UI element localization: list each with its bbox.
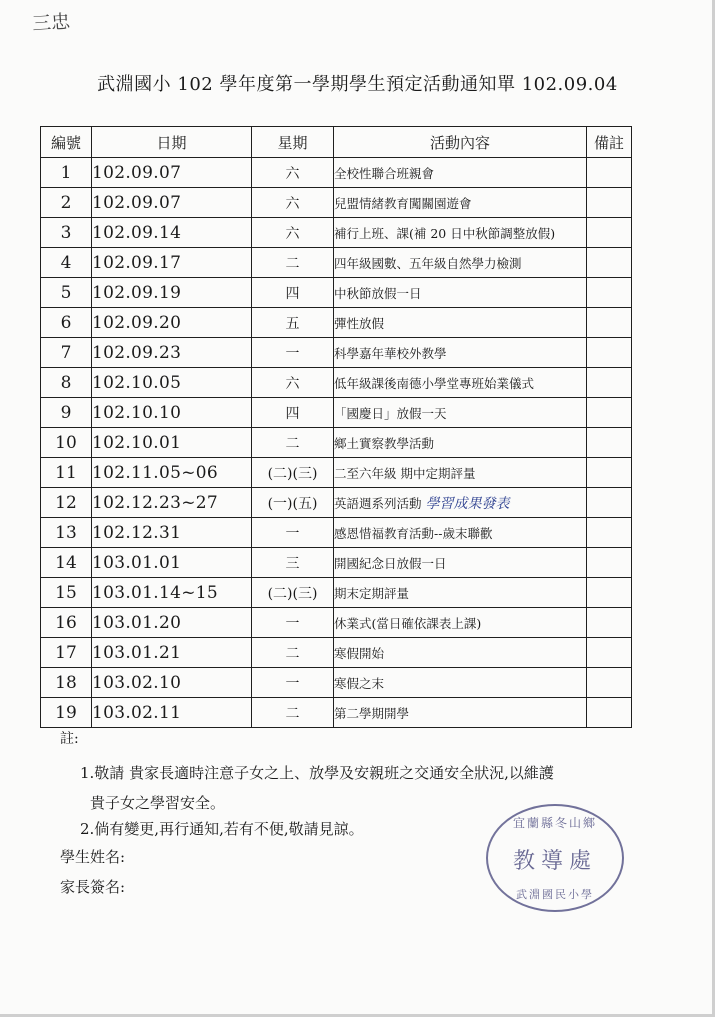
row-remark bbox=[587, 428, 632, 458]
row-activity-text: 感恩惜福教育活動--歲末聯歡 bbox=[334, 525, 493, 541]
row-weekday bbox=[252, 458, 334, 488]
row-activity-text: 第二學期開學 bbox=[334, 705, 410, 721]
row-activity-text: 休業式(當日確依課表上課) bbox=[334, 615, 482, 631]
row-date-text: 103.02.11 bbox=[92, 702, 182, 723]
row-number-text: 5 bbox=[60, 282, 72, 303]
row-date-text: 102.09.07 bbox=[92, 192, 182, 213]
row-weekday-text: 一 bbox=[285, 525, 300, 542]
row-activity-text: 英語週系列活動 bbox=[334, 495, 422, 511]
row-activity-text: 鄉土實察教學活動 bbox=[334, 435, 435, 451]
row-number bbox=[41, 668, 92, 698]
row-activity-text: 四年級國數、五年級自然學力檢測 bbox=[334, 255, 522, 271]
row-date-text: 102.12.31 bbox=[92, 522, 182, 543]
row-remark bbox=[587, 218, 632, 248]
row-number-text: 9 bbox=[60, 402, 72, 423]
row-activity bbox=[334, 218, 587, 248]
row-date-text: 102.10.01 bbox=[92, 432, 182, 453]
row-weekday bbox=[252, 278, 334, 308]
row-remark bbox=[587, 608, 632, 638]
table-row bbox=[41, 248, 632, 278]
row-weekday-text: 六 bbox=[285, 375, 300, 392]
table-header-row bbox=[41, 127, 632, 158]
row-number bbox=[41, 398, 92, 428]
row-number-text: 10 bbox=[55, 432, 77, 453]
row-weekday bbox=[252, 638, 334, 668]
row-weekday-text: 六 bbox=[285, 195, 300, 212]
row-weekday-text: 一 bbox=[285, 675, 300, 692]
row-remark bbox=[587, 698, 632, 728]
table-row bbox=[41, 188, 632, 218]
school-office-stamp bbox=[486, 804, 624, 912]
note-1-line-2: 貴子女之學習安全。 bbox=[90, 794, 226, 812]
row-activity-text: 「國慶日」放假一天 bbox=[334, 405, 447, 421]
row-remark bbox=[587, 518, 632, 548]
row-date bbox=[92, 638, 252, 668]
row-activity bbox=[334, 248, 587, 278]
row-remark bbox=[587, 398, 632, 428]
row-weekday-text: 一 bbox=[285, 345, 300, 362]
row-activity-text: 全校性聯合班親會 bbox=[334, 165, 435, 181]
row-number bbox=[41, 368, 92, 398]
row-weekday-text: 二 bbox=[285, 645, 300, 662]
row-number-text: 7 bbox=[60, 342, 72, 363]
header-date: 日期 bbox=[92, 127, 252, 158]
stamp-bottom-text: 武淵國民小學 bbox=[516, 888, 594, 901]
row-number-text: 13 bbox=[55, 522, 77, 543]
header-number: 編號 bbox=[41, 127, 92, 158]
row-remark bbox=[587, 458, 632, 488]
row-weekday bbox=[252, 548, 334, 578]
row-date-text: 102.10.10 bbox=[92, 402, 182, 423]
row-remark bbox=[587, 668, 632, 698]
table-row bbox=[41, 578, 632, 608]
row-date-text: 102.10.05 bbox=[92, 372, 182, 393]
row-date-text: 103.01.20 bbox=[92, 612, 182, 633]
row-weekday-text: 四 bbox=[285, 285, 300, 302]
table-row bbox=[41, 278, 632, 308]
row-date-text: 103.01.14~15 bbox=[92, 582, 218, 603]
row-date bbox=[92, 188, 252, 218]
row-activity-text: 科學嘉年華校外教學 bbox=[334, 345, 447, 361]
row-date bbox=[92, 248, 252, 278]
row-date-text: 102.09.19 bbox=[92, 282, 182, 303]
table-body bbox=[41, 158, 632, 728]
row-date-text: 102.09.07 bbox=[92, 162, 182, 183]
row-activity bbox=[334, 338, 587, 368]
row-weekday bbox=[252, 698, 334, 728]
row-activity-text: 寒假開始 bbox=[334, 645, 385, 661]
row-date bbox=[92, 608, 252, 638]
row-date bbox=[92, 668, 252, 698]
row-weekday bbox=[252, 248, 334, 278]
notes-label: 註: bbox=[60, 731, 79, 747]
row-number bbox=[41, 518, 92, 548]
row-weekday-text: 五 bbox=[285, 315, 300, 332]
row-activity bbox=[334, 308, 587, 338]
row-remark bbox=[587, 278, 632, 308]
row-date bbox=[92, 158, 252, 188]
row-weekday bbox=[252, 578, 334, 608]
table-row bbox=[41, 218, 632, 248]
row-date bbox=[92, 518, 252, 548]
row-number-text: 14 bbox=[55, 552, 77, 573]
row-number bbox=[41, 428, 92, 458]
row-number-text: 16 bbox=[55, 612, 77, 633]
row-date-text: 103.02.10 bbox=[92, 672, 182, 693]
table-row bbox=[41, 458, 632, 488]
row-remark bbox=[587, 488, 632, 518]
row-activity bbox=[334, 668, 587, 698]
row-date-text: 102.09.17 bbox=[92, 252, 182, 273]
row-date-text: 102.09.14 bbox=[92, 222, 182, 243]
row-number bbox=[41, 578, 92, 608]
row-activity-text: 補行上班、課(補 20 日中秋節調整放假) bbox=[334, 225, 556, 241]
table-row bbox=[41, 608, 632, 638]
row-activity bbox=[334, 518, 587, 548]
handwritten-class-note: 三忠 bbox=[31, 10, 71, 36]
row-remark bbox=[587, 578, 632, 608]
row-activity bbox=[334, 428, 587, 458]
row-weekday bbox=[252, 398, 334, 428]
row-number bbox=[41, 638, 92, 668]
row-remark bbox=[587, 158, 632, 188]
row-date bbox=[92, 338, 252, 368]
row-date bbox=[92, 368, 252, 398]
document-title: 武淵國小 102 學年度第一學期學生預定活動通知單 102.09.04 bbox=[97, 74, 618, 95]
stamp-middle-text: 教導處 bbox=[512, 849, 597, 874]
row-activity bbox=[334, 608, 587, 638]
row-weekday bbox=[252, 308, 334, 338]
row-remark bbox=[587, 338, 632, 368]
table-row bbox=[41, 308, 632, 338]
activity-schedule-table bbox=[40, 126, 632, 728]
row-date bbox=[92, 578, 252, 608]
row-weekday bbox=[252, 368, 334, 398]
row-activity-text: 寒假之末 bbox=[334, 675, 385, 691]
row-number bbox=[41, 698, 92, 728]
student-name-label: 學生姓名: bbox=[60, 848, 126, 866]
table-row bbox=[41, 488, 632, 518]
table-row bbox=[41, 518, 632, 548]
table-row bbox=[41, 398, 632, 428]
row-number-text: 8 bbox=[60, 372, 72, 393]
row-remark bbox=[587, 308, 632, 338]
row-number bbox=[41, 278, 92, 308]
row-date bbox=[92, 548, 252, 578]
row-date-text: 102.11.05~06 bbox=[92, 462, 218, 483]
table-row bbox=[41, 368, 632, 398]
row-activity bbox=[334, 458, 587, 488]
row-weekday-text: 一 bbox=[285, 615, 300, 632]
row-number bbox=[41, 158, 92, 188]
table-row bbox=[41, 698, 632, 728]
row-number-text: 18 bbox=[55, 672, 77, 693]
row-number-text: 11 bbox=[55, 462, 77, 483]
row-weekday-text: 六 bbox=[285, 225, 300, 242]
row-activity-text: 期末定期評量 bbox=[334, 585, 410, 601]
row-weekday-text: 三 bbox=[285, 555, 300, 572]
row-weekday bbox=[252, 668, 334, 698]
row-weekday-text: 二 bbox=[285, 705, 300, 722]
row-number bbox=[41, 188, 92, 218]
row-weekday-text: 二 bbox=[285, 435, 300, 452]
row-number bbox=[41, 308, 92, 338]
row-remark bbox=[587, 368, 632, 398]
row-date-text: 103.01.01 bbox=[92, 552, 182, 573]
row-date bbox=[92, 428, 252, 458]
row-date bbox=[92, 488, 252, 518]
row-number-text: 4 bbox=[60, 252, 72, 273]
row-weekday bbox=[252, 488, 334, 518]
row-date-text: 102.09.23 bbox=[92, 342, 182, 363]
row-weekday bbox=[252, 608, 334, 638]
row-number bbox=[41, 218, 92, 248]
row-remark bbox=[587, 548, 632, 578]
row-activity-text: 二至六年級 期中定期評量 bbox=[334, 465, 476, 481]
row-number-text: 19 bbox=[55, 702, 77, 723]
row-activity-text: 中秋節放假一日 bbox=[334, 285, 422, 301]
table-row bbox=[41, 338, 632, 368]
table-row bbox=[41, 668, 632, 698]
row-activity bbox=[334, 188, 587, 218]
handwritten-annotation: 學習成果發表 bbox=[425, 495, 510, 512]
note-2: 2.倘有變更,再行通知,若有不便,敬請見諒。 bbox=[80, 820, 364, 838]
row-date-text: 102.09.20 bbox=[92, 312, 182, 333]
table-row bbox=[41, 158, 632, 188]
note-1-line-1: 1.敬請 貴家長適時注意子女之上、放學及安親班之交通安全狀況,以維護 bbox=[80, 764, 554, 782]
stamp-top-text: 宜蘭縣冬山鄉 bbox=[512, 816, 597, 830]
row-activity bbox=[334, 578, 587, 608]
row-number bbox=[41, 248, 92, 278]
row-activity bbox=[334, 488, 587, 518]
parent-signature-label: 家長簽名: bbox=[60, 878, 126, 896]
table-row bbox=[41, 428, 632, 458]
table-row bbox=[41, 548, 632, 578]
row-activity bbox=[334, 368, 587, 398]
row-activity bbox=[334, 158, 587, 188]
row-number bbox=[41, 458, 92, 488]
header-weekday: 星期 bbox=[252, 127, 334, 158]
row-weekday-text: 六 bbox=[285, 165, 300, 182]
row-weekday bbox=[252, 218, 334, 248]
row-date bbox=[92, 698, 252, 728]
row-weekday bbox=[252, 338, 334, 368]
row-number-text: 15 bbox=[55, 582, 77, 603]
row-number-text: 17 bbox=[55, 642, 77, 663]
row-number bbox=[41, 338, 92, 368]
row-date bbox=[92, 458, 252, 488]
row-number-text: 2 bbox=[60, 192, 72, 213]
row-number bbox=[41, 608, 92, 638]
row-remark bbox=[587, 188, 632, 218]
row-activity-text: 開國紀念日放假一日 bbox=[334, 555, 447, 571]
row-number bbox=[41, 488, 92, 518]
row-activity bbox=[334, 638, 587, 668]
row-remark bbox=[587, 638, 632, 668]
row-activity-text: 彈性放假 bbox=[334, 315, 385, 331]
row-date-text: 103.01.21 bbox=[92, 642, 182, 663]
header-remark: 備註 bbox=[587, 127, 632, 158]
row-weekday bbox=[252, 518, 334, 548]
row-activity bbox=[334, 548, 587, 578]
row-remark bbox=[587, 248, 632, 278]
row-date bbox=[92, 398, 252, 428]
row-weekday-text: 四 bbox=[285, 405, 300, 422]
row-weekday-text: (二)(三) bbox=[267, 585, 318, 602]
row-activity-text: 低年級課後南德小學堂專班始業儀式 bbox=[334, 375, 535, 391]
table-row bbox=[41, 638, 632, 668]
row-activity bbox=[334, 398, 587, 428]
row-number bbox=[41, 548, 92, 578]
row-number-text: 12 bbox=[55, 492, 77, 513]
row-number-text: 6 bbox=[60, 312, 72, 333]
row-activity bbox=[334, 278, 587, 308]
row-activity bbox=[334, 698, 587, 728]
row-number-text: 3 bbox=[60, 222, 72, 243]
row-date-text: 102.12.23~27 bbox=[92, 492, 218, 513]
row-date bbox=[92, 218, 252, 248]
row-weekday bbox=[252, 188, 334, 218]
row-weekday-text: 二 bbox=[285, 255, 300, 272]
header-activity: 活動內容 bbox=[334, 127, 587, 158]
row-activity-text: 兒盟情緒教育闖關園遊會 bbox=[334, 195, 472, 211]
row-weekday-text: (二)(三) bbox=[267, 465, 318, 482]
row-weekday bbox=[252, 428, 334, 458]
row-weekday bbox=[252, 158, 334, 188]
row-weekday-text: (一)(五) bbox=[267, 495, 318, 512]
row-date bbox=[92, 278, 252, 308]
row-number-text: 1 bbox=[60, 162, 72, 183]
row-date bbox=[92, 308, 252, 338]
